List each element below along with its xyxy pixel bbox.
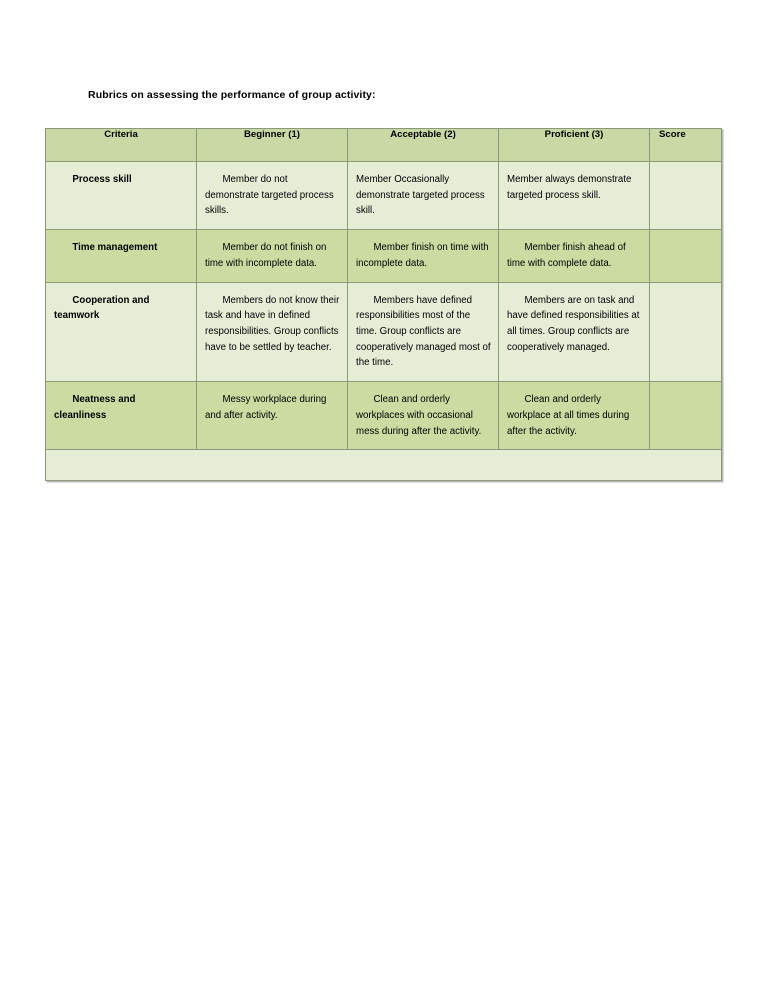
cell-acceptable: Member Occasionally demonstrate targeted process skill. <box>348 162 499 230</box>
cell-score[interactable] <box>650 282 722 382</box>
cell-acceptable: Clean and orderly workplaces with occasional mess during after the activity. <box>348 382 499 450</box>
cell-score[interactable] <box>650 162 722 230</box>
rubric-table <box>45 128 722 481</box>
table-row <box>46 230 722 282</box>
cell-score[interactable] <box>650 382 722 450</box>
cell-proficient: Member always demonstrate targeted process skill. <box>499 162 650 230</box>
table-row <box>46 282 722 382</box>
cell-filler <box>46 450 722 481</box>
cell-proficient: Clean and orderly workplace at all times during after the activity. <box>499 382 650 450</box>
column-header-beginner: Beginner (1) <box>197 129 348 162</box>
table-header <box>46 129 722 162</box>
column-header-criteria: Criteria <box>46 129 197 162</box>
cell-beginner: Messy workplace during and after activity. <box>197 382 348 450</box>
column-header-proficient: Proficient (3) <box>499 129 650 162</box>
cell-beginner: Members do not know their task and have in defined responsibilities. Group conflicts have to be settled by teacher. <box>197 282 348 382</box>
cell-criteria: Process skill <box>46 162 197 230</box>
cell-beginner: Member do not demonstrate targeted process skills. <box>197 162 348 230</box>
cell-criteria: Neatness and cleanliness <box>46 382 197 450</box>
cell-criteria: Cooperation and teamwork <box>46 282 197 382</box>
cell-score[interactable] <box>650 230 722 282</box>
cell-acceptable: Member finish on time with incomplete data. <box>348 230 499 282</box>
table-header-row <box>46 129 722 162</box>
table-row <box>46 162 722 230</box>
table-filler-row <box>46 450 722 481</box>
cell-proficient: Member finish ahead of time with complete data. <box>499 230 650 282</box>
cell-acceptable: Members have defined responsibilities most of the time. Group conflicts are cooperatively managed most of the time. <box>348 282 499 382</box>
cell-beginner: Member do not finish on time with incomplete data. <box>197 230 348 282</box>
column-header-score: Score <box>650 129 722 162</box>
column-header-acceptable: Acceptable (2) <box>348 129 499 162</box>
page-title: Rubrics on assessing the performance of group activity: <box>88 89 376 101</box>
cell-proficient: Members are on task and have defined responsibilities at all times. Group conflicts are cooperatively managed. <box>499 282 650 382</box>
table-body <box>46 162 722 481</box>
cell-criteria: Time management <box>46 230 197 282</box>
table-row <box>46 382 722 450</box>
